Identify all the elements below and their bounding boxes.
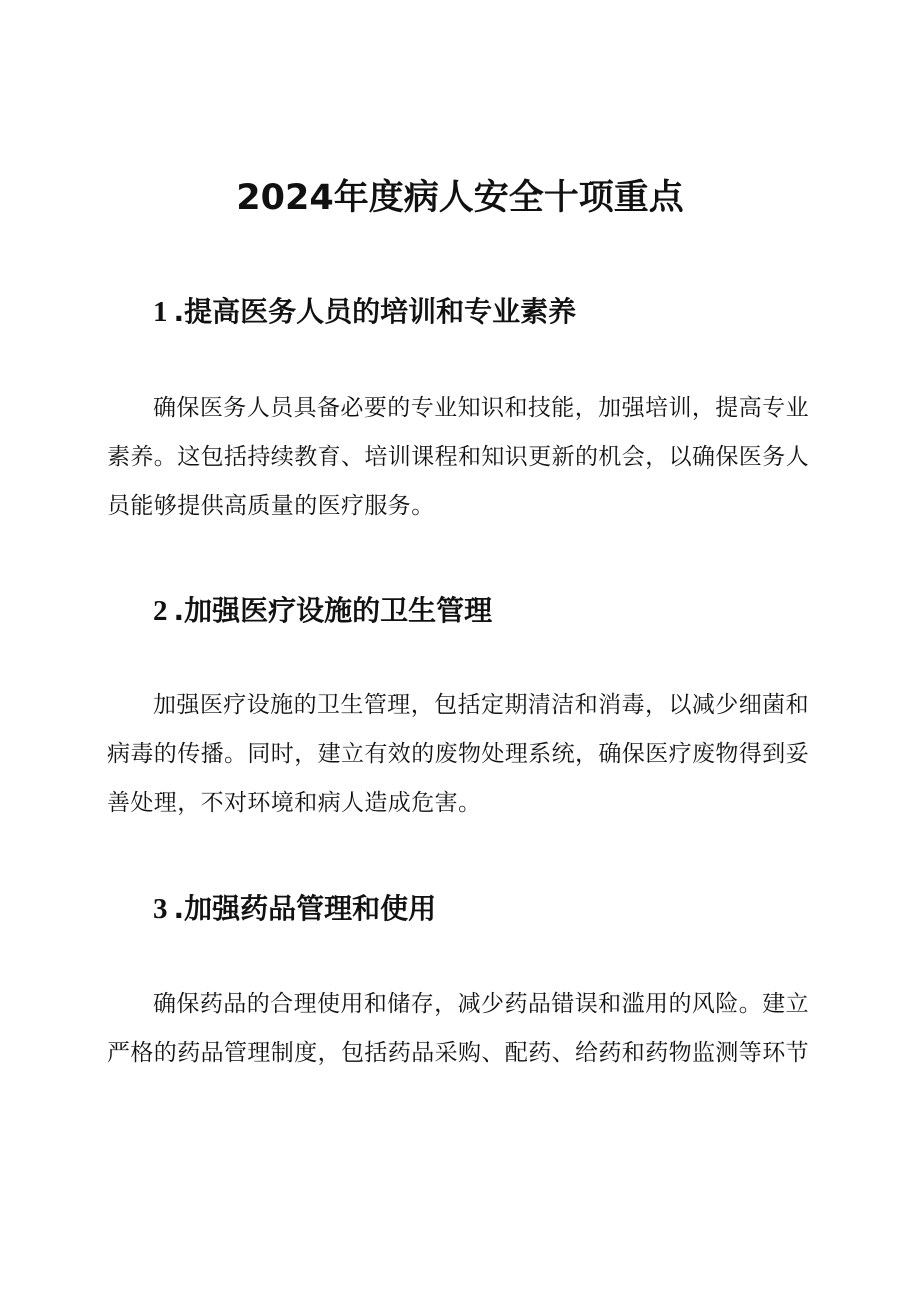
section-paragraph: 加强医疗设施的卫生管理，包括定期清洁和消毒，以减少细菌和病毒的传播。同时，建立有效的废物处理系统，确保医疗废物得到妥善处理，不对环境和病人造成危害。 [107,692,809,816]
section-paragraph: 确保医务人员具备必要的专业知识和技能，加强培训，提高专业素养。这包括持续教育、培训课程和知识更新的机会，以确保医务人员能够提供高质量的医疗服务。 [107,395,809,519]
document-title: 2024年度病人安全十项重点 [236,178,684,218]
section-heading [153,292,576,332]
section-number: 1 [153,296,168,328]
section-heading [153,591,492,631]
section-heading-text: .加强医疗设施的卫生管理 [173,594,493,627]
section-heading-text: .加强药品管理和使用 [173,892,437,925]
section-paragraph: 确保药品的合理使用和储存，减少药品错误和滥用的风险。建立严格的药品管理制度，包括药品采购、配药、给药和药物监测等环节 [107,991,809,1066]
section-heading [153,889,436,929]
section-number: 3 [153,893,168,925]
section-number: 2 [153,595,168,627]
section-heading-text: .提高医务人员的培训和专业素养 [173,295,577,328]
